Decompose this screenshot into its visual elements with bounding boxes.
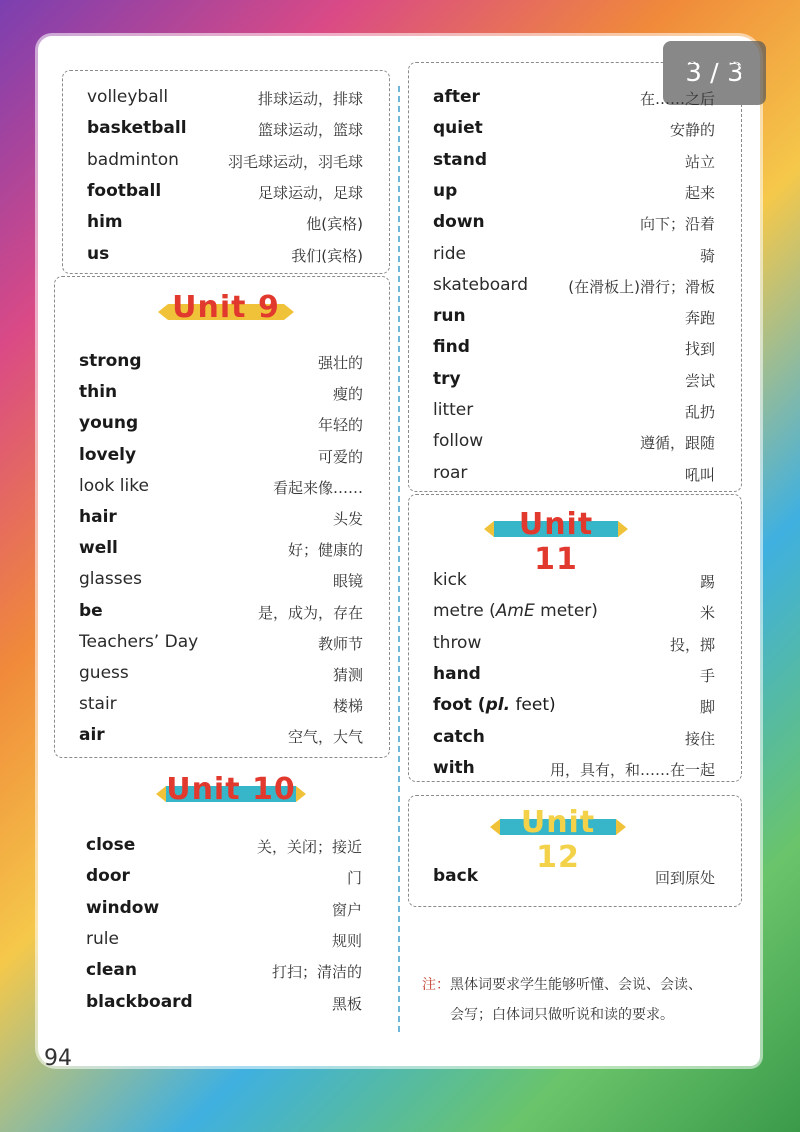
word-chinese: 我们(宾格) [291,246,363,265]
word-chinese: 瘦的 [332,385,363,404]
word-english: young [79,413,139,434]
word-english [433,601,598,621]
word-english: skateboard [433,274,529,295]
word-english-abbr: pl. [485,695,511,716]
word-chinese: 奔跑 [684,309,715,328]
word-english-tail: meter) [534,601,598,622]
word-row [55,382,389,410]
word-english: guess [79,663,129,683]
word-row [409,369,741,397]
word-row [409,337,741,365]
word-english: roar [433,462,468,483]
word-chinese: 骑 [699,246,715,265]
word-row [409,87,741,115]
word-chinese: 猜测 [332,666,363,684]
word-english: follow [433,431,484,452]
word-chinese: 是，成为，存在 [257,603,363,622]
word-row [409,601,741,629]
word-row [63,212,389,240]
word-english: lovely [79,444,137,465]
word-row [409,400,741,428]
word-english: ride [433,243,466,264]
word-english: rule [86,928,119,949]
word-row [55,507,389,535]
word-english: window [86,897,160,918]
word-english: us [87,243,110,264]
word-chinese: 向下；沿着 [639,215,715,234]
word-chinese: 投，掷 [669,635,715,654]
word-chinese: 关，关闭；接近 [256,838,362,856]
word-row [409,463,741,491]
word-chinese: 回到原处 [654,869,715,887]
word-english: hand [433,663,481,684]
word-chinese: 门 [346,869,362,888]
word-chinese: 楼梯 [332,697,363,716]
word-chinese: 头发 [332,510,363,528]
footnote [422,970,742,1030]
word-row [63,87,389,115]
word-row [409,306,741,334]
word-chinese: 眼镜 [332,572,363,591]
word-chinese: 打扫；清洁的 [271,963,362,982]
word-row [62,929,388,957]
word-chinese: 他(宾格) [306,215,363,234]
unit12-heading [500,805,616,875]
word-english: be [79,600,103,621]
unit10-heading [166,772,296,812]
word-english: stair [79,694,117,715]
word-row [409,244,741,272]
footnote-label: 注： [422,977,450,993]
footnote-text-1: 黑体词要求学生能够听懂、会说、会读、 [450,977,702,993]
word-chinese: 米 [699,604,715,623]
word-chinese: 起来 [684,183,715,202]
word-row [409,212,741,240]
word-english: look like [79,475,149,496]
word-chinese: 窗户 [331,900,362,919]
word-row [55,351,389,379]
word-english [433,695,556,715]
word-english-head: foot ( [433,695,486,716]
word-chinese: 用，具有，和……在一起 [549,760,715,779]
word-row [62,898,388,926]
word-english: hair [79,507,117,527]
word-chinese: 在……之后 [639,90,715,108]
word-row [55,538,389,566]
word-english: football [87,180,162,201]
word-english: blackboard [86,991,193,1012]
word-chinese: 看起来像…… [272,478,363,497]
word-english: quiet [433,118,483,139]
word-chinese: 安静的 [669,121,715,140]
word-english: litter [433,400,474,420]
word-row [62,835,388,863]
word-row [409,118,741,146]
word-english: clean [86,960,138,981]
word-english: after [433,87,480,107]
word-english: him [87,212,123,233]
unit11-heading [494,507,618,577]
page-number: 94 [44,1046,72,1071]
word-row [409,181,741,209]
prev-unit-box [62,70,390,274]
word-row [63,181,389,209]
word-chinese: 规则 [331,931,362,950]
word-chinese: 排球运动，排球 [257,90,363,108]
word-row [409,150,741,178]
unit10-list [62,830,388,1020]
word-row [63,150,389,178]
word-english: stand [433,149,487,170]
word-english: kick [433,570,467,590]
word-row [55,445,389,473]
word-row [409,431,741,459]
word-row [409,758,741,786]
word-chinese: 手 [699,666,715,685]
word-english: up [433,180,458,201]
word-chinese: 羽毛球运动，羽毛球 [227,152,363,171]
word-english: well [79,538,118,559]
word-row [63,118,389,146]
word-row [55,694,389,722]
unit9-heading [168,290,284,330]
word-row [62,992,388,1020]
word-chinese: 教师节 [317,634,363,653]
word-english: Teachers’ Day [79,631,199,652]
unit9-title: Unit 9 [172,290,280,325]
column-divider [398,86,400,1032]
word-chinese: 空气，大气 [287,728,363,747]
word-english: door [86,866,130,887]
word-chinese: 篮球运动，篮球 [257,121,363,140]
word-row [409,633,741,661]
word-english: throw [433,632,482,653]
word-english: try [433,368,461,389]
word-chinese: 足球运动，足球 [257,183,363,202]
word-english: strong [79,351,142,371]
unit11-title: Unit 11 [518,507,594,577]
word-english: volleyball [87,87,169,107]
word-chinese: 年轻的 [317,416,363,435]
page-indicator: 3 / 3 [663,41,766,105]
word-chinese: 好；健康的 [287,541,363,560]
unit9-box [54,276,390,758]
word-row [62,960,388,988]
word-row [55,476,389,504]
word-english: catch [433,726,485,747]
word-english: back [433,866,479,886]
word-english: down [433,212,485,233]
word-row [409,727,741,755]
word-english: glasses [79,569,142,590]
word-row [409,695,741,723]
unit12-title: Unit 12 [520,805,596,875]
word-row [55,569,389,597]
word-english: air [79,725,105,746]
word-row [55,725,389,753]
unit10-title: Unit 10 [166,772,296,807]
word-chinese: 遵循，跟随 [639,434,715,453]
word-row [63,244,389,272]
word-chinese: 可爱的 [317,447,363,466]
word-chinese: 强壮的 [317,354,363,372]
word-row [62,866,388,894]
word-row [55,632,389,660]
word-chinese: 脚 [699,698,715,717]
word-row [409,275,741,303]
word-english: basketball [87,118,187,139]
word-row [409,664,741,692]
footnote-line1 [422,970,742,1000]
word-chinese: 找到 [684,340,715,359]
word-english: badminton [87,149,179,170]
word-english: thin [79,382,118,403]
word-chinese: 踢 [699,573,715,591]
footnote-line2: 会写；白体词只做听说和读的要求。 [450,1007,674,1023]
word-english: close [86,835,136,855]
word-chinese: 乱扔 [684,403,715,421]
word-row [55,663,389,691]
word-chinese: 黑板 [331,994,362,1013]
unit10-continued-box [408,62,742,492]
word-english: find [433,337,470,358]
word-chinese: 接住 [684,729,715,748]
word-english-abbr: AmE [495,601,535,622]
word-chinese: (在滑板上)滑行；滑板 [568,277,715,296]
word-chinese: 尝试 [684,371,715,390]
word-english: with [433,757,475,778]
word-row [55,413,389,441]
word-english-tail: feet) [510,695,556,716]
word-english-head: metre ( [433,601,496,622]
word-english: run [433,306,466,327]
word-chinese: 吼叫 [684,465,715,484]
word-chinese: 站立 [684,152,715,171]
word-row [55,601,389,629]
